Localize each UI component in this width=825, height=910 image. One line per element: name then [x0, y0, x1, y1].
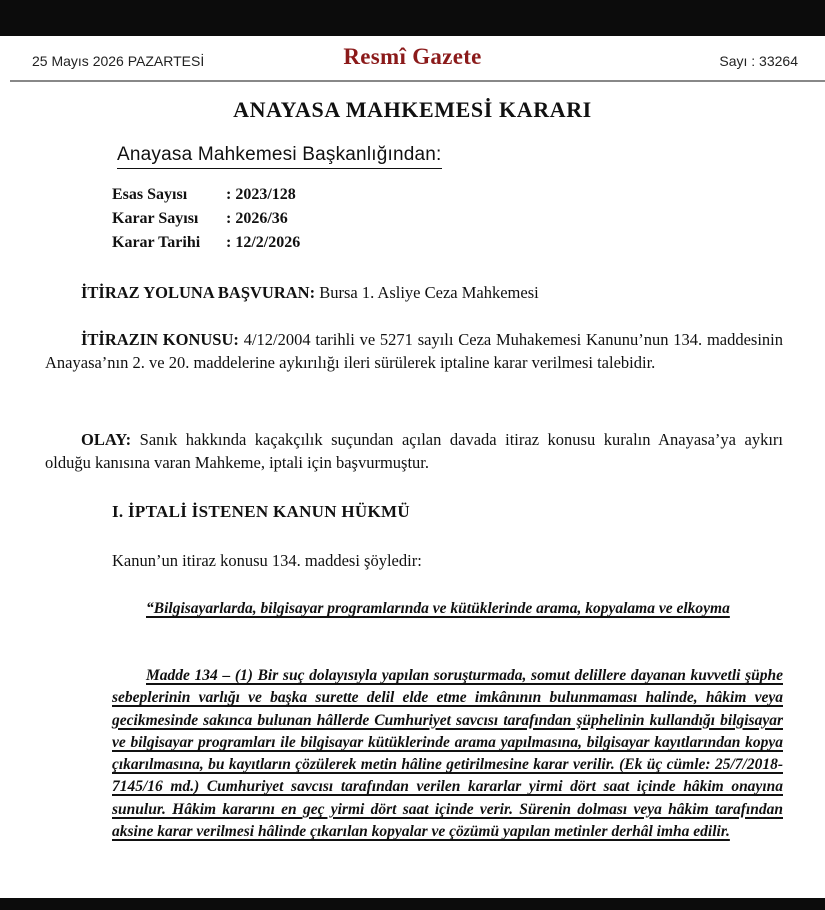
meta-key: Karar Tarihi — [112, 234, 201, 251]
event-label: OLAY: — [81, 430, 132, 449]
applicant-label: İTİRAZ YOLUNA BAŞVURAN: — [81, 283, 316, 302]
issuing-authority: Anayasa Mahkemesi Başkanlığından: — [117, 144, 442, 169]
applicant-text: Bursa 1. Asliye Ceza Mahkemesi — [315, 283, 539, 302]
issue-number: Sayı : 33264 — [719, 53, 798, 69]
event-paragraph — [45, 428, 783, 474]
quoted-article-title — [112, 598, 783, 620]
top-black-bar — [0, 0, 825, 36]
header-divider — [10, 80, 825, 82]
section-intro: Kanun’un itiraz konusu 134. maddesi şöyledir: — [112, 551, 422, 570]
subject-label: İTİRAZIN KONUSU: — [81, 330, 239, 349]
bottom-black-bar — [0, 898, 825, 910]
quote-body-text: Madde 134 – (1) Bir suç dolayısıyla yapılan soruşturmada, somut delillere dayanan kuvvetli şüphe sebeplerinin varlığı ve başka surette delil elde etme imkânının bulunmaması halinde, hâkim veya gecikmesinde sakınca bulunan hâllerde Cumhuriyet savcısı tarafından şüphelinin kullandığı bilgisayar ve bilgisayar programları ile bilgisayar kütüklerinde arama yapılmasına, bilgisayar kayıtlarından kopya çıkarılmasına, bu kayıtların çözülerek metin hâline getirilmesine karar verilir. (Ek üç cümle: 25/7/2018-7145/16 md.) Cumhuriyet savcısı tarafından verilen kararlar yirmi dört saat içinde hâkim onayına sunulur. Hâkim kararını en geç yirmi dört saat içinde verir. Sürenin dolması veya hâkim tarafından aksine karar verilmesi hâlinde çıkarılan kopyalar ve çözümü yapılan metinler derhâl imha edilir. — [112, 667, 783, 841]
meta-row-decision-date — [112, 234, 300, 252]
meta-value: : 2023/128 — [226, 186, 296, 203]
subject-text: 4/12/2004 tarihli ve 5271 sayılı Ceza Muhakemesi Kanunu’nun 134. maddesinin Anayasa’nın 2. ve 20. maddelerine aykırılığı ileri sürülerek iptaline karar verilmesi talebidir. — [45, 330, 784, 372]
meta-row-decision-number — [112, 210, 288, 228]
quote-title-text: “Bilgisayarlarda, bilgisayar programlarında ve kütüklerinde arama, kopyalama ve elkoyma — [146, 600, 730, 617]
header-date: 25 Mayıs 2026 PAZARTESİ — [32, 53, 205, 69]
meta-value: : 2026/36 — [226, 210, 288, 227]
meta-key: Esas Sayısı — [112, 186, 188, 203]
document-title: ANAYASA MAHKEMESİ KARARI — [233, 97, 592, 122]
meta-key: Karar Sayısı — [112, 210, 199, 227]
subject-paragraph — [45, 328, 783, 374]
section-heading: I. İPTALİ İSTENEN KANUN HÜKMÜ — [112, 502, 410, 521]
applicant-paragraph — [45, 281, 783, 304]
publication-title: Resmî Gazete — [343, 44, 482, 69]
meta-row-case-number — [112, 186, 296, 204]
meta-value: : 12/2/2026 — [226, 234, 301, 251]
event-text: Sanık hakkında kaçakçılık suçundan açılan davada itiraz konusu kuralın Anayasa’ya aykırı olduğu kanısına varan Mahkeme, iptali için başvurmuştur. — [45, 430, 783, 472]
quoted-article-body — [112, 665, 783, 843]
